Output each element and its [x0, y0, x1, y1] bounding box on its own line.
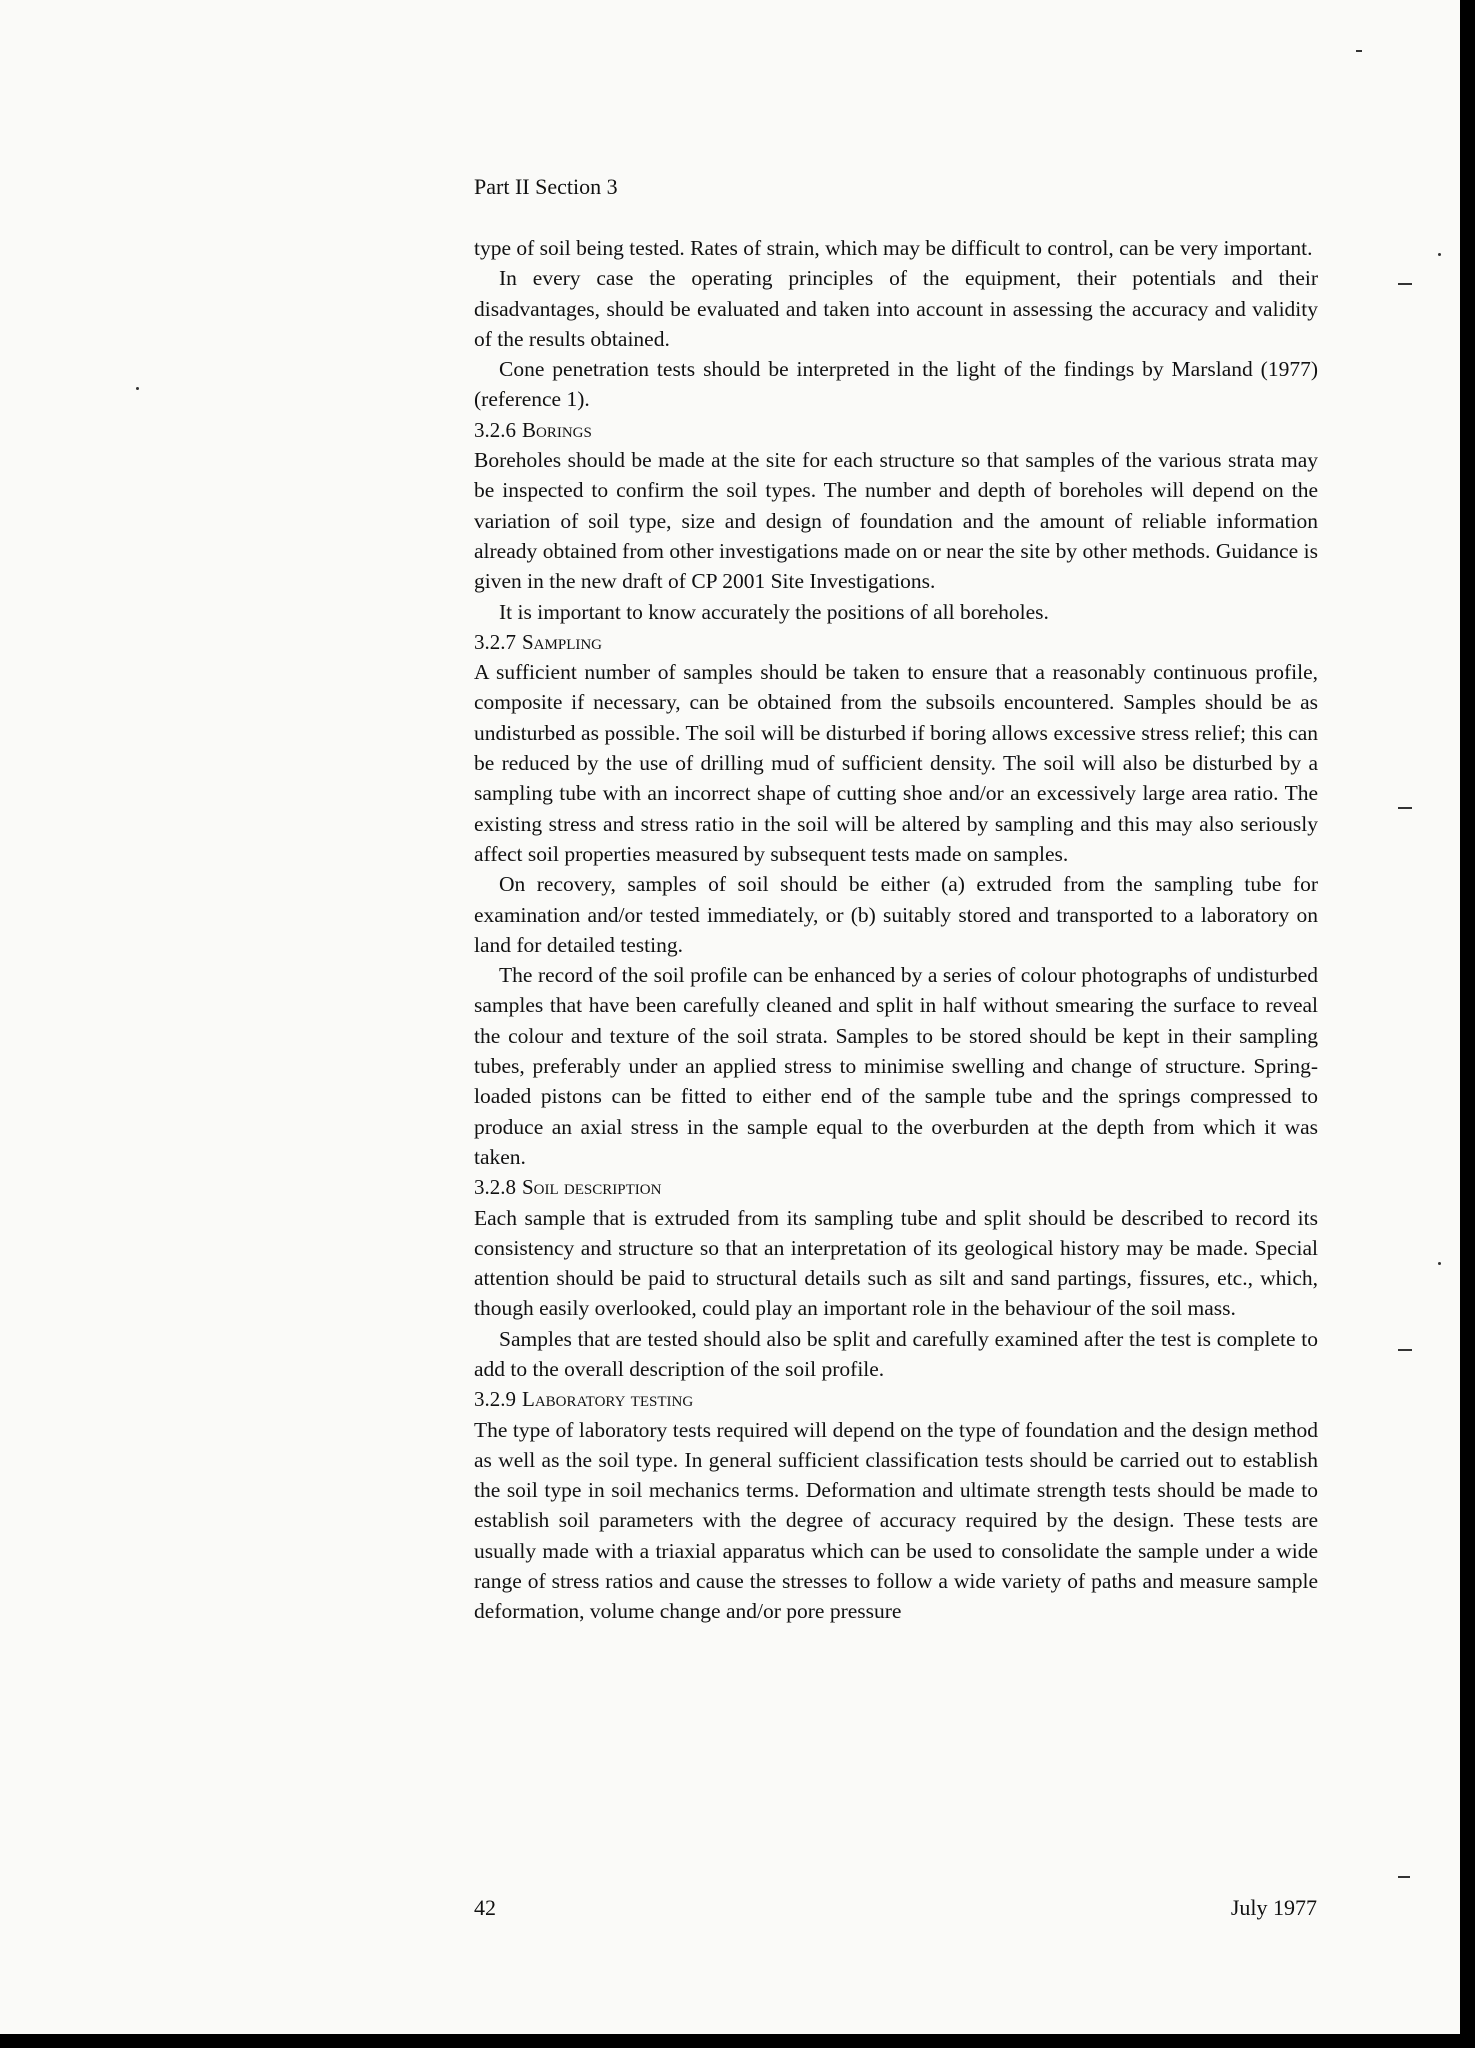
paragraph: Each sample that is extruded from its sampling tube and split should be described to record its consistency and structure so that an interpretation of its geological history may be made. Special attention should be paid to structural details such as silt and sand partings, fissures, etc., which, though easily overlooked, could play an important role in the behaviour of the soil mass.: [474, 1205, 1318, 1321]
paragraph: Cone penetration tests should be interpreted in the light of the findings by Marsland (1977) (reference 1).: [474, 357, 1318, 412]
section-heading: [474, 627, 1318, 657]
scan-speck: [1398, 807, 1412, 809]
section-number: 3.2.7: [474, 629, 516, 654]
paragraph: The record of the soil profile can be enhanced by a series of colour photographs of undisturbed samples that have been carefully cleaned and split in half without smearing the surface to reveal the colour and texture of the soil strata. Samples to be stored should be kept in their sampling tubes, preferably under an applied stress to minimise swelling and change of structure. Spring-loaded pistons can be fitted to either end of the sample tube and the springs compressed to produce an axial stress in the sample equal to the overburden at the depth from which it was taken.: [474, 963, 1318, 1169]
paragraph: A sufficient number of samples should be taken to ensure that a reasonably continuous profile, composite if necessary, can be obtained from the subsoils encountered. Samples should be as undisturbed as possible. The soil will be disturbed if boring allows excessive stress relief; this can be reduced by the use of drilling mud of sufficient density. The soil will also be disturbed by a sampling tube with an incorrect shape of cutting shoe and/or an excessively large area ratio. The existing stress and stress ratio in the soil will be altered by sampling and this may also seriously affect soil properties measured by subsequent tests made on samples.: [474, 660, 1318, 866]
publication-date: July 1977: [1230, 1895, 1317, 1920]
page-number: 42: [474, 1895, 496, 1920]
paragraph: It is important to know accurately the positions of all boreholes.: [499, 599, 1049, 624]
section-title: Soil description: [522, 1175, 662, 1200]
section-number: 3.2.8: [474, 1175, 516, 1200]
section-heading: [474, 1384, 1318, 1414]
paragraph: Boreholes should be made at the site for each structure so that samples of the various strata may be inspected to confirm the soil types. The number and depth of boreholes will depend on the variation of soil type, size and design of foundation and the amount of reliable information already obtained from other investigations made on or near the site by other methods. Guidance is given in the new draft of CP 2001 Site Investigations.: [474, 448, 1318, 594]
page-header: Part II Section 3: [474, 174, 618, 199]
paragraph: In every case the operating principles of the equipment, their potentials and their disadvantages, should be evaluated and taken into account in assessing the accuracy and validity of the results obtained.: [474, 266, 1318, 351]
section-number: 3.2.9: [474, 1387, 516, 1412]
paragraph: The type of laboratory tests required will depend on the type of foundation and the design method as well as the soil type. In general sufficient classification tests should be carried out to establish the soil type in soil mechanics terms. Deformation and ultimate strength tests should be made to establish soil parameters with the degree of accuracy required by the design. These tests are usually made with a triaxial apparatus which can be used to consolidate the sample under a wide range of stress ratios and cause the stresses to follow a wide variety of paths and measure sample deformation, volume change and/or pore pressure: [474, 1417, 1318, 1624]
section-title: Borings: [522, 417, 592, 442]
section-heading: [474, 1172, 1318, 1202]
scan-speck: [1438, 253, 1441, 256]
paragraph: On recovery, samples of soil should be either (a) extruded from the sampling tube for examination and/or tested immediately, or (b) suitably stored and transported to a laboratory on land for detailed testing.: [474, 872, 1318, 957]
scan-speck: [1356, 50, 1362, 52]
section-title: Laboratory testing: [522, 1387, 694, 1412]
scan-speck: [1398, 1876, 1410, 1878]
body-text: [474, 233, 1318, 1627]
scan-speck: [1438, 1262, 1441, 1265]
paragraph: type of soil being tested. Rates of strain, which may be difficult to control, can be very important.: [474, 236, 1313, 260]
section-heading: [474, 415, 1318, 445]
section-title: Sampling: [522, 629, 603, 654]
section-number: 3.2.6: [474, 417, 516, 442]
paragraph: Samples that are tested should also be split and carefully examined after the test is complete to add to the overall description of the soil profile.: [474, 1326, 1318, 1381]
scan-speck: [136, 387, 139, 390]
scan-speck: [1398, 1349, 1412, 1351]
scan-speck: [1398, 283, 1412, 285]
